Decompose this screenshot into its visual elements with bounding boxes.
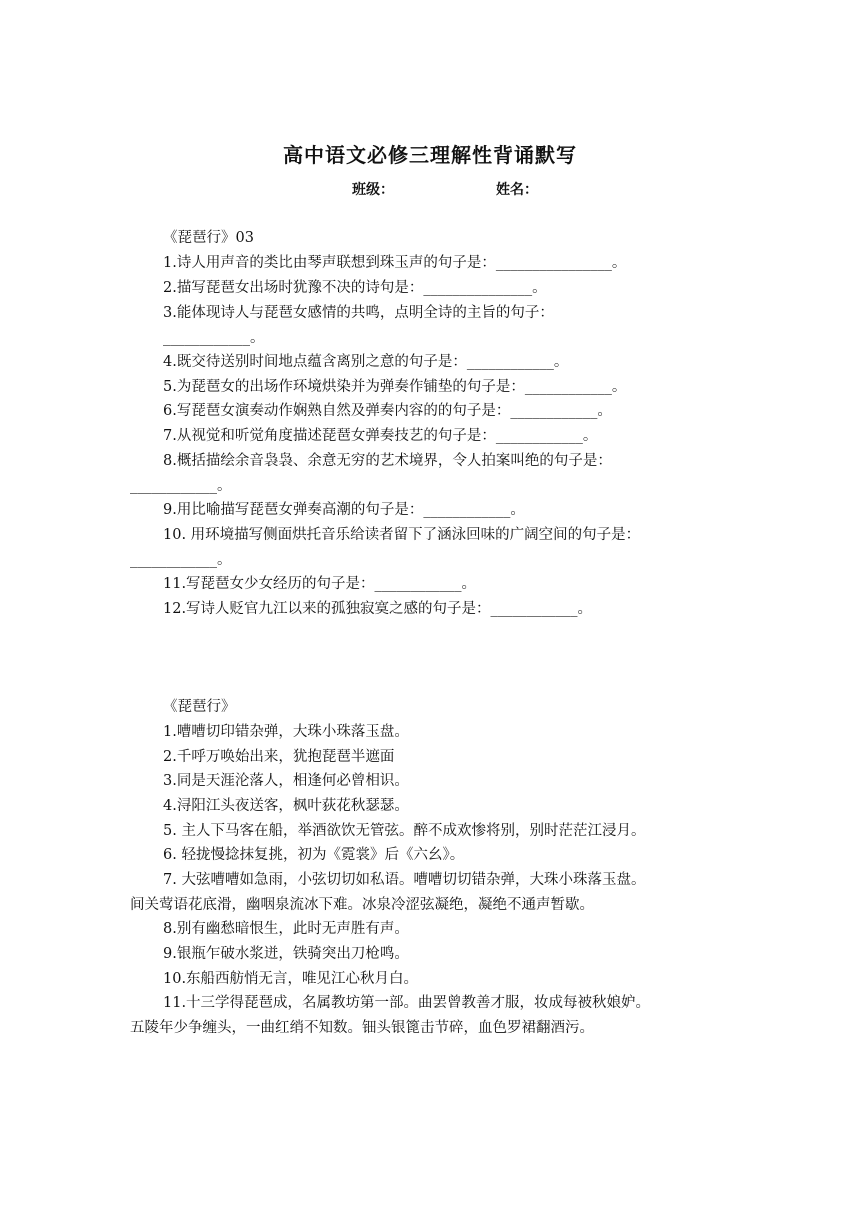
answer-line: 1.嘈嘈切印错杂弹，大珠小珠落玉盘。	[163, 724, 409, 740]
answer-line: 3.同是天涯沦落人，相逢何必曾相识。	[163, 773, 409, 789]
question-line: 8.概括描绘余音袅袅、余意无穷的艺术境界，令人拍案叫绝的句子是：	[163, 453, 612, 469]
answer-line: 9.银瓶乍破水浆迸，铁骑突出刀枪鸣。	[163, 946, 409, 962]
question-line: ____________。	[130, 552, 232, 568]
name-label: 姓名：	[496, 182, 538, 198]
question-line: 5.为琵琶女的出场作环境烘染并为弹奏作铺垫的句子是：____________。	[163, 379, 627, 395]
question-line: 3.能体现诗人与琵琶女感情的共鸣，点明全诗的主旨的句子：	[163, 305, 554, 321]
question-line: 1.诗人用声音的类比由琴声联想到珠玉声的句子是：________________。	[163, 255, 627, 271]
answer-line: 8.别有幽愁暗恨生，此时无声胜有声。	[163, 921, 409, 937]
question-line: ____________。	[130, 478, 232, 494]
question-line: 11.写琵琶女少女经历的句子是：____________。	[163, 576, 477, 592]
answer-line: 五陵年少争缠头，一曲红绡不知数。钿头银篦击节碎，血色罗裙翻酒污。	[130, 1020, 594, 1036]
section-heading-answers: 《琵琶行》	[163, 699, 236, 715]
answer-line: 10.东船西舫悄无言，唯见江心秋月白。	[163, 971, 419, 987]
class-label: 班级：	[352, 182, 394, 198]
answer-line: 7. 大弦嘈嘈如急雨，小弦切切如私语。嘈嘈切切错杂弹，大珠小珠落玉盘。	[163, 872, 646, 888]
question-line: 4.既交待送别时间地点蕴含离别之意的句子是：____________。	[163, 354, 569, 370]
question-line: 10. 用环境描写侧面烘托音乐给读者留下了涵泳回味的广阔空间的句子是：	[163, 527, 641, 543]
question-line: ____________。	[163, 330, 265, 346]
answer-line: 6. 轻拢慢捻抹复挑，初为《霓裳》后《六幺》。	[163, 847, 465, 863]
answer-line: 间关莺语花底滑，幽咽泉流冰下难。冰泉冷涩弦凝绝，凝绝不通声暂歇。	[130, 897, 594, 913]
question-line: 6.写琵琶女演奏动作娴熟自然及弹奏内容的的句子是：____________。	[163, 403, 612, 419]
question-line: 7.从视觉和听觉角度描述琵琶女弹奏技艺的句子是：____________。	[163, 428, 598, 444]
question-line: 2.描写琵琶女出场时犹豫不决的诗句是：_______________。	[163, 280, 547, 296]
answer-line: 2.千呼万唤始出来，犹抱琵琶半遮面	[163, 749, 395, 765]
answer-line: 11.十三学得琵琶成，名属教坊第一部。曲罢曾教善才服，妆成每被秋娘妒。	[163, 995, 651, 1011]
section-heading-questions: 《琵琶行》03	[163, 230, 254, 246]
document-title: 高中语文必修三理解性背诵默写	[283, 143, 577, 167]
answer-line: 4.浔阳江头夜送客，枫叶荻花秋瑟瑟。	[163, 798, 409, 814]
question-line: 9.用比喻描写琵琶女弹奏高潮的句子是：____________。	[163, 502, 525, 518]
question-line: 12.写诗人贬官九江以来的孤独寂寞之感的句子是：____________。	[163, 601, 593, 617]
answer-line: 5. 主人下马客在船，举酒欲饮无管弦。醉不成欢惨将别，别时茫茫江浸月。	[163, 823, 646, 839]
